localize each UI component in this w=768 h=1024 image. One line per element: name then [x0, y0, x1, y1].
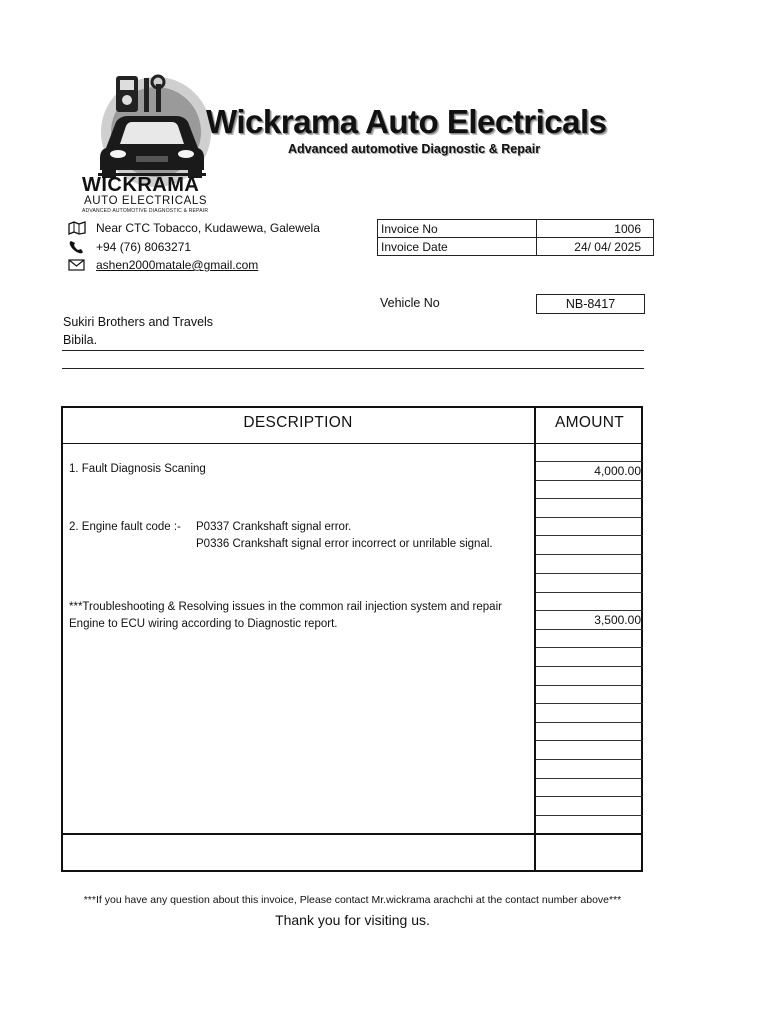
- thank-you-message: Thank you for visiting us.: [275, 912, 430, 928]
- amount-row-line: [536, 815, 643, 816]
- amount-row-line: [536, 461, 643, 462]
- amount-1: 4,000.00: [594, 464, 641, 478]
- amount-row-line: [536, 685, 643, 686]
- fault-code-p0336: P0336 Crankshaft signal error incorrect or unrilable signal.: [196, 538, 493, 550]
- line-item-2-label: 2. Engine fault code :-: [69, 521, 181, 533]
- amount-row-line: [536, 573, 643, 574]
- customer-city: Bibila.: [63, 333, 98, 347]
- email-link[interactable]: ashen2000matale@gmail.com: [96, 258, 259, 272]
- amount-2: 3,500.00: [594, 613, 641, 627]
- header-line: [61, 443, 643, 444]
- vehicle-no-value: NB-8417: [536, 294, 645, 314]
- map-icon: [68, 221, 88, 235]
- invoice-meta-table: [377, 219, 654, 256]
- invoice-date-value: 24/ 04/ 2025: [537, 238, 654, 256]
- phone-text: +94 (76) 8063271: [96, 240, 192, 254]
- contact-phone: [68, 240, 191, 254]
- invoice-date-row: [378, 238, 654, 256]
- amount-row-line: [536, 554, 643, 555]
- company-name: Wickrama Auto Electricals: [206, 103, 607, 140]
- amount-row-line: [536, 610, 643, 611]
- phone-icon: [68, 240, 88, 254]
- amount-row-line: [536, 666, 643, 667]
- line-item-3-cont: Engine to ECU wiring according to Diagnostic report.: [69, 618, 338, 630]
- total-row-line: [61, 833, 643, 835]
- amount-header: AMOUNT: [555, 414, 624, 431]
- amount-row-line: [536, 796, 643, 797]
- invoice-no-value: 1006: [537, 220, 654, 238]
- vehicle-no-label: Vehicle No: [380, 296, 440, 310]
- envelope-icon: [68, 258, 88, 272]
- fault-code-p0337: P0337 Crankshaft signal error.: [196, 521, 352, 533]
- amount-row-line: [536, 703, 643, 704]
- company-tagline: Advanced automotive Diagnostic & Repair: [288, 142, 541, 156]
- address-text: Near CTC Tobacco, Kudawewa, Galewela: [96, 221, 320, 235]
- amount-row-line: [536, 535, 643, 536]
- divider-line: [62, 350, 644, 351]
- amount-row-line: [536, 629, 643, 630]
- amount-row-line: [536, 740, 643, 741]
- invoice-no-label: Invoice No: [378, 220, 537, 238]
- amount-row-line: [536, 759, 643, 760]
- amount-row-line: [536, 498, 643, 499]
- logo-subtitle: AUTO ELECTRICALS: [84, 195, 208, 207]
- customer-name: Sukiri Brothers and Travels: [63, 315, 214, 329]
- amount-row-line: [536, 480, 643, 481]
- logo-tagline: ADVANCED AUTOMOTIVE DIAGNOSTIC & REPAIR: [82, 208, 209, 214]
- invoice-no-row: [378, 220, 654, 238]
- line-item-3: ***Troubleshooting & Resolving issues in the common rail injection system and repair: [69, 601, 502, 613]
- logo-name: WICKRAMA: [82, 174, 200, 196]
- line-item-1: 1. Fault Diagnosis Scaning: [69, 463, 206, 475]
- contact-email: [68, 258, 258, 272]
- amount-row-line: [536, 722, 643, 723]
- footer-note: ***If you have any question about this invoice, Please contact Mr.wickrama arachchi at the contact number above***: [83, 894, 622, 906]
- invoice-date-label: Invoice Date: [378, 238, 537, 256]
- amount-row-line: [536, 647, 643, 648]
- description-header: DESCRIPTION: [243, 414, 353, 431]
- amount-row-line: [536, 592, 643, 593]
- divider-line: [62, 368, 644, 369]
- contact-address: [68, 221, 320, 235]
- amount-row-line: [536, 517, 643, 518]
- amount-row-line: [536, 778, 643, 779]
